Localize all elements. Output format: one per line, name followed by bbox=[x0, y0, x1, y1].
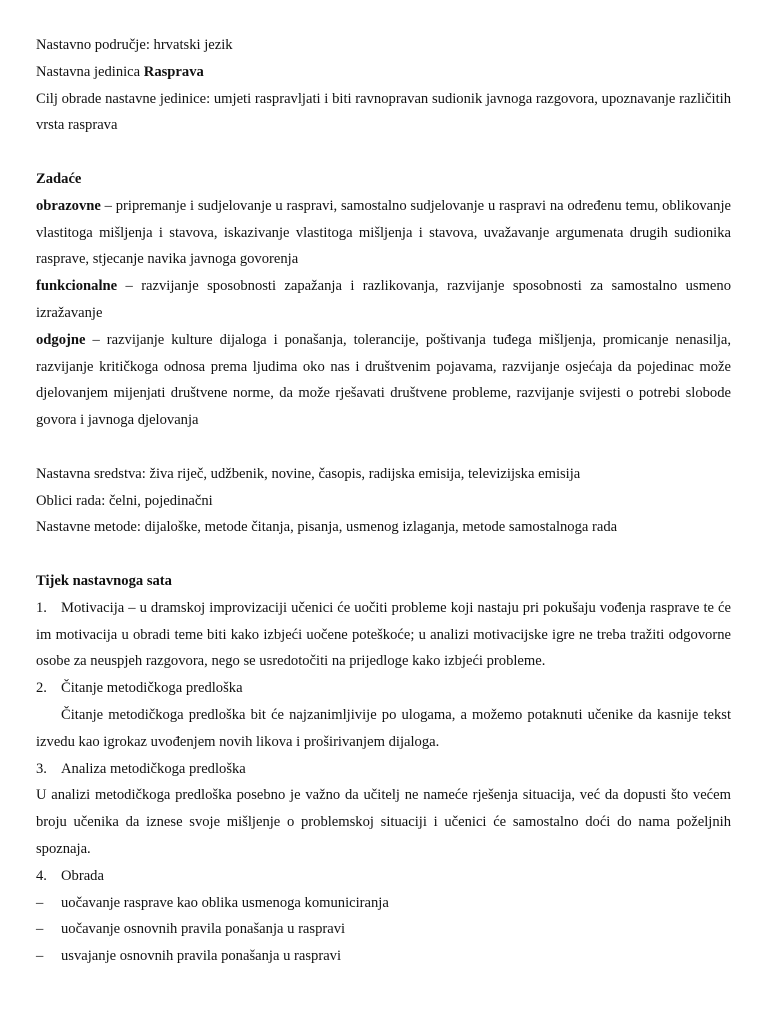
dash-bullet: – bbox=[36, 948, 44, 965]
list-item-text: usvajanje osnovnih pravila ponašanja u raspravi bbox=[61, 948, 342, 965]
list-item-text: uočavanje osnovnih pravila ponašanja u raspravi bbox=[61, 921, 346, 938]
step-text: Motivacija – u dramskoj improvizaciji učenici će uočiti probleme koji nastaju pri pokušaju vođenja rasprave te će im motivacija u obradi teme biti kako izbjeći uočene poteškoće; u analizi motivacijske igre ne treba tražiti odgovorne osobe za neuspjeh razgovora, nego se usredotočiti na prijedloge kako izbjeći probleme. bbox=[36, 599, 731, 670]
spacer bbox=[36, 434, 731, 461]
task-obrazovne bbox=[36, 193, 731, 273]
step-number: 4. bbox=[36, 867, 47, 884]
step-title: Čitanje metodičkoga predloška bbox=[61, 680, 243, 697]
lesson-flow-heading: Tijek nastavnoga sata bbox=[36, 572, 172, 589]
step-number: 1. bbox=[36, 599, 47, 616]
task-label: odgojne bbox=[36, 331, 86, 348]
list-item bbox=[36, 916, 731, 943]
dash-bullet: – bbox=[36, 894, 44, 911]
teaching-means: Nastavna sredstva: živa riječ, udžbenik, novine, časopis, radijska emisija, televizijska emisija bbox=[36, 465, 581, 482]
teaching-methods: Nastavne metode: dijaloške, metode čitanja, pisanja, usmenog izlaganja, metode samostalnoga rada bbox=[36, 519, 618, 536]
step-3-title bbox=[36, 756, 731, 783]
step-title: Obrada bbox=[61, 867, 104, 884]
task-text: – razvijanje kulture dijaloga i ponašanja, tolerancije, poštivanja tuđega mišljenja, promicanje nenasilja, razvijanje kritičkoga odnosa prema ljudima oko nas i društvenim pojavama, razvijanje osjećaja da pojedinac može djelovanjem mijenjati društvene norme, da može rješavati društvene probleme, razvijanje svijesti o potrebi slobode govora i javnoga djelovanja bbox=[36, 331, 731, 429]
unit-name: Rasprava bbox=[143, 63, 204, 80]
task-odgojne bbox=[36, 327, 731, 434]
work-forms: Oblici rada: čelni, pojedinačni bbox=[36, 492, 213, 509]
task-label: funkcionalne bbox=[36, 278, 118, 295]
dash-bullet: – bbox=[36, 921, 44, 938]
unit-prefix: Nastavna jedinica bbox=[36, 63, 144, 80]
spacer bbox=[36, 541, 731, 568]
step-number: 2. bbox=[36, 680, 47, 697]
task-text: – razvijanje sposobnosti zapažanja i razlikovanja, razvijanje sposobnosti za samostalno usmeno izražavanje bbox=[36, 278, 731, 321]
task-text: – pripremanje i sudjelovanje u raspravi, samostalno sudjelovanje u raspravi na određenu temu, oblikovanje vlastitoga mišljenja i stavova, iskazivanje vlastitoga mišljenja i stavova, uvažavanje argumenata drugih sudionika rasprave, stjecanje navika javnoga govorenja bbox=[36, 197, 731, 268]
unit-line bbox=[36, 59, 731, 86]
document-page bbox=[36, 32, 731, 970]
subject-line: Nastavno područje: hrvatski jezik bbox=[36, 37, 233, 53]
step-3-text: U analizi metodičkoga predloška posebno je važno da učitelj ne nameće rješenja situacija, već da dopusti što većem broju učenika da iznese svoje mišljenje o problemskoj situaciji i učenici će samostalno doći do nama poželjnih spoznaja. bbox=[36, 787, 731, 857]
step-title: Analiza metodičkoga predloška bbox=[61, 760, 246, 777]
list-item bbox=[36, 943, 731, 970]
step-number: 3. bbox=[36, 760, 47, 777]
task-funkcionalne bbox=[36, 273, 731, 327]
list-item bbox=[36, 890, 731, 917]
tasks-heading: Zadaće bbox=[36, 170, 82, 187]
task-label: obrazovne bbox=[36, 197, 101, 214]
step-2-text: Čitanje metodičkoga predloška bit će najzanimljivije po ulogama, a možemo potaknuti učenike da kasnije tekst izvedu kao igrokaz uvođenjem novih likova i proširivanjem dijaloga. bbox=[36, 706, 731, 750]
goal-paragraph: Cilj obrade nastavne jedinice: umjeti raspravljati i biti ravnopravan sudionik javnoga razgovora, upoznavanje različitih vrsta rasprava bbox=[36, 90, 731, 134]
step-4-title bbox=[36, 863, 731, 890]
list-item-text: uočavanje rasprave kao oblika usmenoga komuniciranja bbox=[61, 894, 389, 911]
spacer bbox=[36, 139, 731, 166]
step-2-title bbox=[36, 675, 731, 702]
step-1-motivation bbox=[36, 595, 731, 675]
